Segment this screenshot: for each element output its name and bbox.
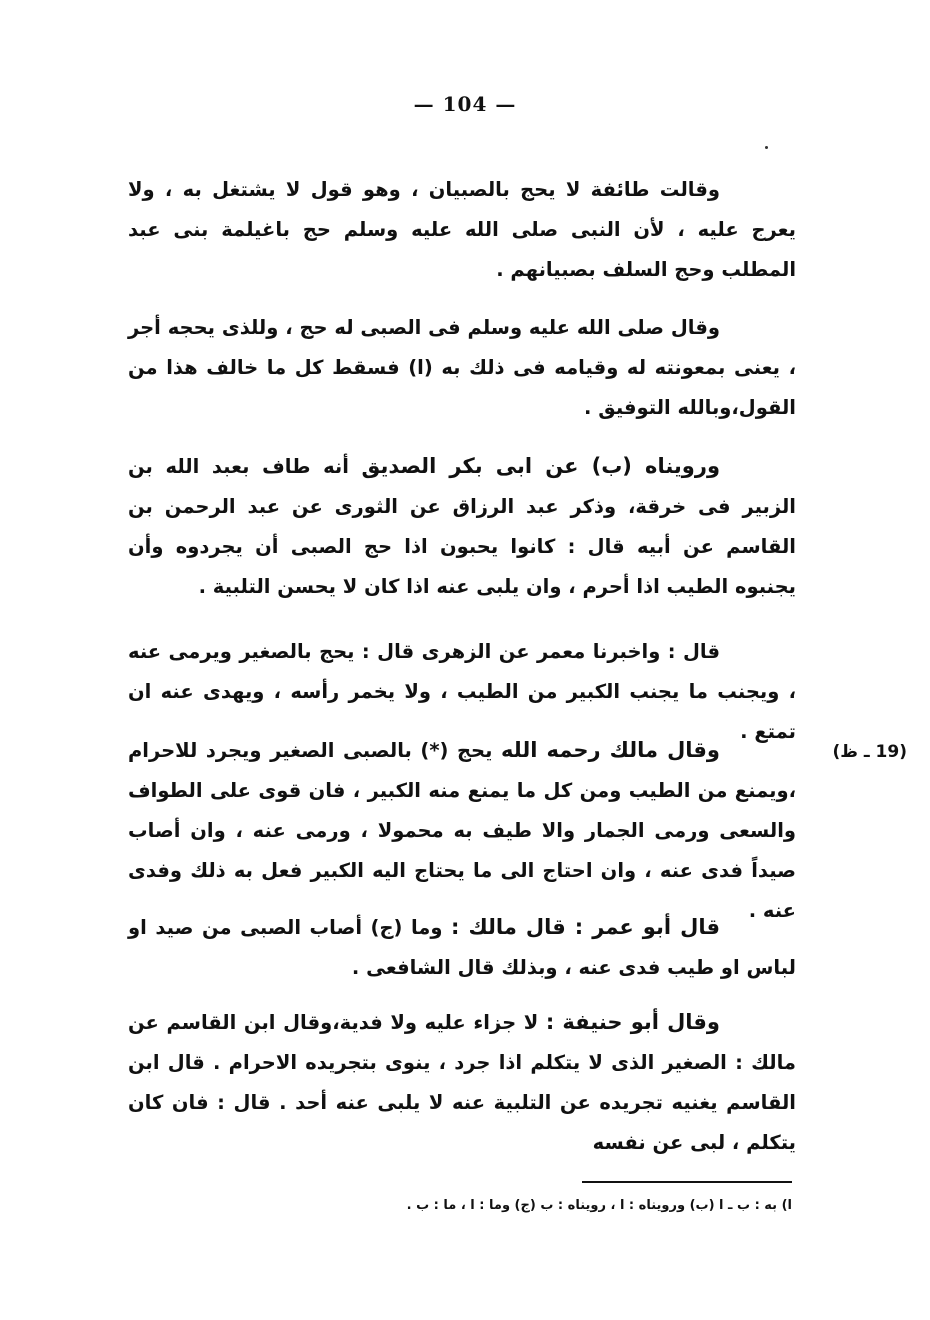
paragraph-6-text: وما (ج) أصاب الصبى من صيد او لباس او طيب فدى عنه ، وبذلك قال الشافعى .	[128, 916, 796, 979]
paragraph-4-text: قال : واخبرنا معمر عن الزهرى قال : يحج بالصغير ويرمى عنه ، ويجنب ما يجنب الكبير من الطيب ، ولا يخمر رأسه ، ويهدى عنه ان تمتع .	[128, 640, 796, 743]
paragraph-3-text: أنه طاف بعبد الله بن الزبير فى خرقة، وذكر عبد الرزاق عن الثورى عن عبد الرحمن بن القاسم عن أبيه قال : كانوا يحبون اذا حج الصبى أن يجردوه وأن يجنبوه الطيب اذا أحرم ، وان يلبى عنه اذا كان لا يحسن التلبية .	[128, 455, 796, 598]
page-number: — 104 —	[413, 92, 517, 116]
paragraph-5-lead: وقال مالك رحمه الله	[501, 738, 720, 762]
paragraph-7-text: لا جزاء عليه ولا فدية،وقال ابن القاسم عن مالك : الصغير الذى لا يتكلم اذا جرد ، ينوى بتجريده الاحرام . قال ابن القاسم يغنيه تجريده عن التلبية عنه لا يلبى عنه أحد . قال : فان كان يتكلم ، لبى عن نفسه	[128, 1011, 796, 1154]
paragraph-6-lead: قال أبو عمر : قال مالك :	[451, 915, 720, 939]
scan-speck	[765, 146, 768, 149]
paragraph-6	[128, 907, 796, 988]
footnote-divider	[582, 1181, 792, 1183]
paragraph-1	[128, 170, 796, 290]
paragraph-3	[128, 446, 796, 607]
paragraph-3-lead: ورويناه (ب) عن ابى بكر الصديق	[361, 454, 720, 478]
paragraph-1-text: وقالت طائفة لا يحج بالصبيان ، وهو قول لا يشتغل به ، ولا يعرج عليه ، لأن النبى صلى الله عليه وسلم حج باغيلمة بنى عبد المطلب وحج السلف بصبيانهم .	[128, 178, 796, 281]
footnote: ا) به : ب ـ ا (ب) ورويناه : ا ، رويناه : ب (ج) وما : ا ، ما : ب .	[406, 1198, 792, 1213]
paragraph-5	[128, 730, 796, 931]
paragraph-2	[128, 308, 796, 428]
paragraph-5-text: يحج (*) بالصبى الصغير ويجرد للاحرام ،ويمنع من الطيب ومن كل ما يمنع منه الكبير ، فان قوى على الطواف والسعى ورمى الجمار والا طيف به محمولا ، ورمى عنه ، وان أصاب صيداً فدى عنه ، وان احتاج الى ما يحتاج اليه الكبير فعل به ذلك وفدى عنه .	[128, 739, 796, 922]
margin-note: (19 ـ ظ)	[832, 742, 907, 762]
paragraph-7	[128, 1002, 796, 1163]
paragraph-2-text: وقال صلى الله عليه وسلم فى الصبى له حج ، وللذى يحجه أجر ، يعنى بمعونته له وقيامه فى ذلك به (ا) فسقط كل ما خالف هذا من القول،وبالله التوفيق .	[128, 316, 796, 419]
paragraph-7-lead: وقال أبو حنيفة :	[545, 1010, 720, 1034]
